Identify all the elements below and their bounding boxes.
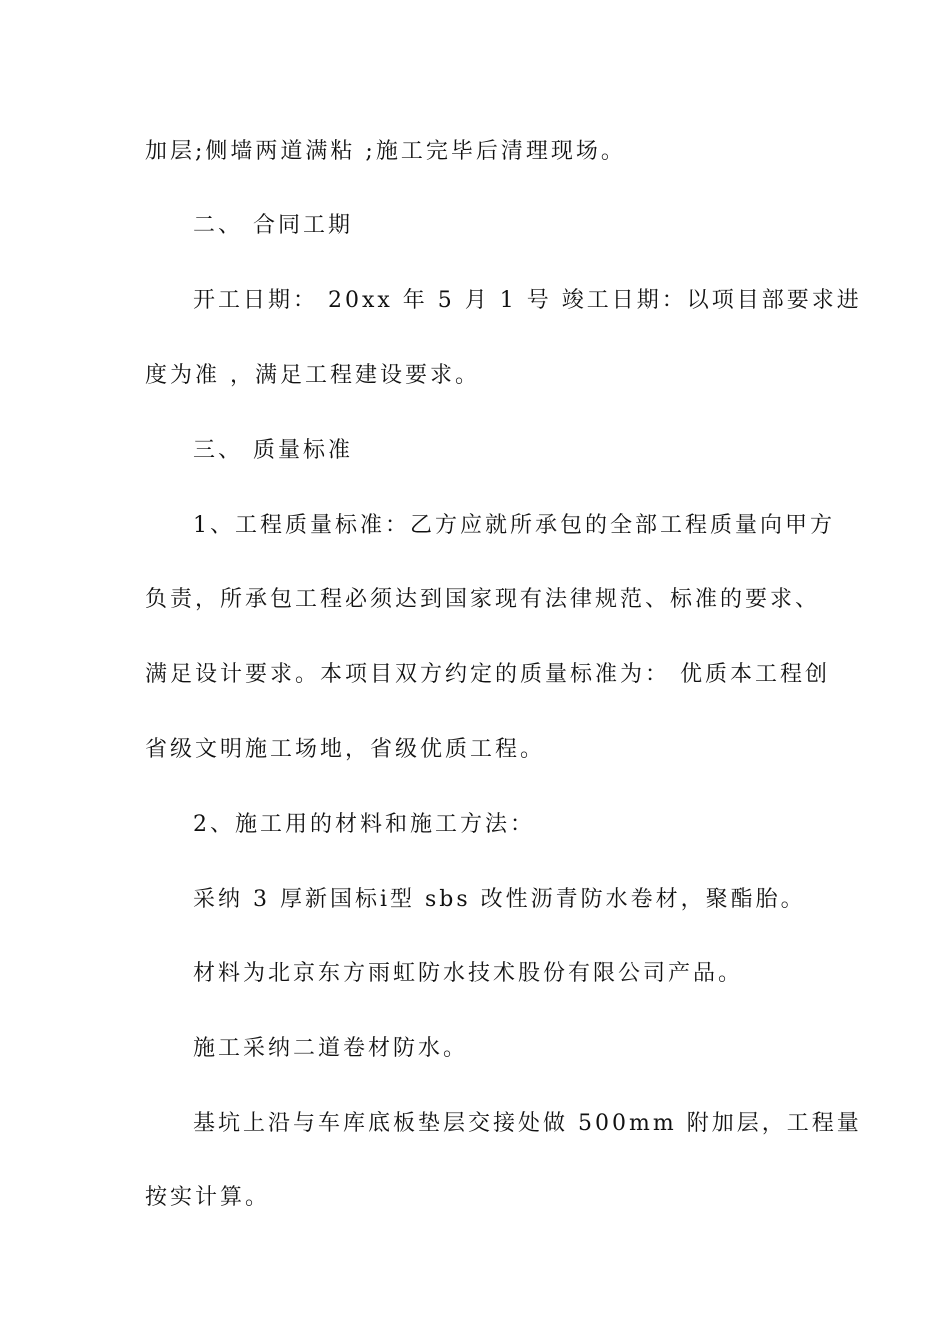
paragraph-line-materials-2: 材料为北京东方雨虹防水技术股份有限公司产品。 <box>193 961 744 986</box>
paragraph-line-start-date: 开工日期： 20xx 年 5 月 1 号 竣工日期：以项目部要求进 <box>193 288 862 313</box>
paragraph-line-quality-1: 1、工程质量标准：乙方应就所承包的全部工程质量向甲方 <box>193 513 835 538</box>
paragraph-line-materials-heading: 2、施工用的材料和施工方法： <box>193 812 535 837</box>
section-heading-contract-period: 二、 合同工期 <box>193 213 353 238</box>
paragraph-line-quality-4: 省级文明施工场地，省级优质工程。 <box>145 737 546 762</box>
paragraph-line-materials-5: 按实计算。 <box>145 1185 271 1210</box>
paragraph-line-quality-3: 满足设计要求。本项目双方约定的质量标准为： 优质本工程创 <box>145 662 830 687</box>
paragraph-line-1: 加层;侧墙两道满粘 ;施工完毕后清理现场。 <box>145 139 626 164</box>
paragraph-line-quality-2: 负责，所承包工程必须达到国家现有法律规范、标准的要求、 <box>145 587 821 612</box>
paragraph-line-materials-1: 采纳 3 厚新国标ⅰ型 sbs 改性沥青防水卷材，聚酯胎。 <box>193 887 806 912</box>
section-heading-quality-standard: 三、 质量标准 <box>193 438 353 463</box>
paragraph-line-schedule: 度为准 ，满足工程建设要求。 <box>145 363 480 388</box>
paragraph-line-materials-4: 基坑上沿与车库底板垫层交接处做 500mm 附加层，工程量 <box>193 1111 862 1136</box>
paragraph-line-materials-3: 施工采纳二道卷材防水。 <box>193 1036 469 1061</box>
